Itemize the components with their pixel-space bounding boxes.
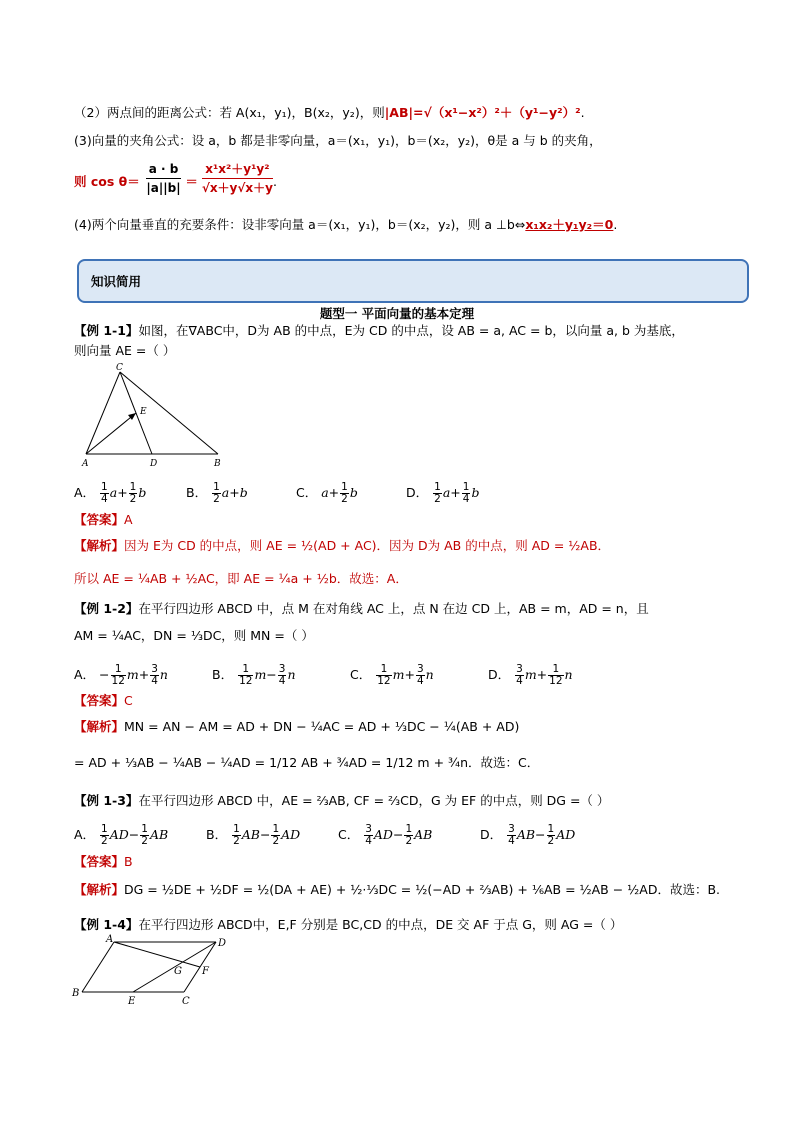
cos-prefix: 则 cos θ＝ (74, 174, 140, 189)
ex1-1-option-d[interactable]: D． $\frac{1}{2}$ a+ $\frac{1}{4}$ b (406, 481, 480, 505)
triangle-figure (78, 362, 228, 472)
cos-numerator: a · b (146, 160, 182, 179)
tri-label-e: E (140, 407, 147, 417)
ex1-2-option-c[interactable]: C． $\frac{1}{12}$ m+ $\frac{3}{4}$ n (350, 663, 434, 687)
ex1-1-stem2: 则向量 AE =（ ） (74, 343, 176, 358)
tri-label-b: B (214, 459, 221, 469)
para-label-f: F (202, 966, 209, 977)
tri-side-ca (86, 372, 120, 454)
para-label-e: E (128, 996, 136, 1007)
ex1-1-option-c[interactable]: C． a+ $\frac{1}{2}$ b (296, 481, 358, 505)
cos-result-fraction (202, 160, 273, 197)
distance-formula-line: （2）两点间的距离公式：若 A(x₁，y₁)，B(x₂，y₂)，则|AB|=√（x¹−x²）²＋（y¹−y²）². (74, 105, 585, 120)
ex1-3-option-d[interactable]: D． $\frac{3}{4}$ AB− $\frac{1}{2}$ AD (480, 823, 576, 847)
tri-label-a: A (82, 459, 89, 469)
topic-title: 题型一 平面向量的基本定理 (319, 306, 475, 321)
parallelogram-figure (66, 932, 236, 1008)
ex1-1-analysis-2: 所以 AE = ¼AB + ½AC，即 AE = ¼a + ½b．故选：A． (74, 571, 408, 586)
tri-label-d: D (150, 459, 158, 469)
ex1-2-option-a[interactable]: A． − $\frac{1}{12}$ m+ $\frac{3}{4}$ n (74, 663, 168, 687)
ex1-3-option-a[interactable]: A． $\frac{1}{2}$ AD− $\frac{1}{2}$ AB (74, 823, 169, 847)
ex1-2-stem2: AM = ¼AC，DN = ⅓DC，则 MN =（ ） (74, 628, 314, 643)
para-label-g: G (174, 966, 182, 977)
cos-denominator: |a||b| (146, 181, 181, 195)
para-label-d: D (218, 938, 227, 949)
ex1-1-label: 【例 1-1】 (74, 323, 139, 338)
ex1-3-answer: 【答案】B (74, 854, 133, 869)
knowledge-box-title: 知识简用 (91, 274, 142, 289)
tri-label-c: C (116, 363, 123, 373)
ex1-3-analysis: 【解析】DG = ½DE + ½DF = ½(DA + AE) + ½·⅓DC = ½(−AD + ⅔AB) + ⅙AB = ½AB − ½AD．故选：B. (74, 882, 721, 897)
ex1-2-option-d[interactable]: D． $\frac{3}{4}$ m+ $\frac{1}{12}$ n (488, 663, 573, 687)
ex1-1-option-b[interactable]: B． $\frac{1}{2}$ a+b (186, 481, 248, 505)
ex1-1-option-a[interactable]: A． $\frac{1}{4}$ a+ $\frac{1}{2}$ b (74, 481, 147, 505)
distance-label: （2）两点间的距离公式：若 A(x₁，y₁)，B(x₂，y₂)，则 (74, 105, 385, 120)
para-label-c: C (182, 996, 190, 1007)
ex1-3-stem: 【例 1-3】在平行四边形 ABCD 中，AE = ⅔AB, CF = ⅔CD，G 为 EF 的中点，则 DG =（ ） (74, 793, 610, 808)
para-line-af (114, 942, 200, 967)
cos-formula-line: 则 cos θ＝ $\frac{a \cdot b}{|a||b|}$ ＝ $\frac{\text{x¹x²＋y¹y²}}{√x+y√x+y}$ . (74, 162, 277, 195)
angle-formula-line (74, 132, 602, 150)
perp-label: (4)两个向量垂直的充要条件：设非零向量 a＝(x₁，y₁)，b＝(x₂，y₂)，则 a ⊥b⇔ (74, 217, 526, 232)
ex1-1-answer: 【答案】A (74, 512, 133, 527)
ex1-3-option-b[interactable]: B． $\frac{1}{2}$ AB− $\frac{1}{2}$ AD (206, 823, 301, 847)
ex1-2-analysis-1: 【解析】MN = AN − AM = AD + DN − ¼AC = AD + ⅓DC − ¼(AB + AD) (74, 719, 520, 734)
cos-result-denominator: √x＋y√x＋y (201, 181, 273, 195)
angle-text: a，b 都是非零向量，a＝(x₁，y₁)，b＝(x₂，y₂)，θ是 a 与 b 的夹角， (208, 133, 602, 148)
ex1-2-stem: 【例 1-2】在平行四边形 ABCD 中，点 M 在对角线 AC 上，点 N 在边 CD 上，AB = m，AD = n，且 (74, 601, 649, 616)
ex1-2-analysis-2: = AD + ⅓AB − ¼AB − ¼AD = 1/12 AB + ¾AD = 1/12 m + ¾n．故选：C． (74, 755, 540, 770)
ex1-4-stem: 【例 1-4】在平行四边形 ABCD中，E,F 分别是 BC,CD 的中点，DE 交 AF 于点 G，则 AG =（ ） (74, 917, 623, 932)
tri-vector-ae (86, 413, 136, 454)
cos-fraction (146, 160, 182, 197)
para-label-b: B (72, 988, 80, 999)
para-side-ab (82, 942, 114, 992)
perp-result: x₁x₂＋y₁y₂＝0 (525, 217, 614, 232)
tri-side-cb (120, 372, 218, 454)
ex1-1-analysis-1: 【解析】因为 E为 CD 的中点，则 AE = ½(AD + AC)．因为 D为 AB 的中点，则 AD = ½AB． (74, 538, 611, 553)
para-label-a: A (106, 934, 114, 945)
ex1-2-option-b[interactable]: B． $\frac{1}{12}$ m− $\frac{3}{4}$ n (212, 663, 296, 687)
distance-result: |AB|=√（x¹−x²）²＋（y¹−y²）² (384, 105, 581, 120)
ex1-3-option-c[interactable]: C． $\frac{3}{4}$ AD− $\frac{1}{2}$ AB (338, 823, 433, 847)
cos-result-numerator: x¹x²＋y¹y² (202, 160, 273, 179)
angle-label: (3)向量的夹角公式：设 (74, 133, 205, 148)
knowledge-box (77, 259, 749, 303)
ex1-1-stem: 【例 1-1】如图，在∇ABC中，D为 AB 的中点，E为 CD 的中点，设 AB = a, AC = b，以向量 a, b 为基底， (74, 323, 684, 338)
perp-formula-line: (4)两个向量垂直的充要条件：设非零向量 a＝(x₁，y₁)，b＝(x₂，y₂)，则 a ⊥b⇔x₁x₂＋y₁y₂＝0. (74, 217, 618, 232)
ex1-2-answer: 【答案】C (74, 693, 133, 708)
